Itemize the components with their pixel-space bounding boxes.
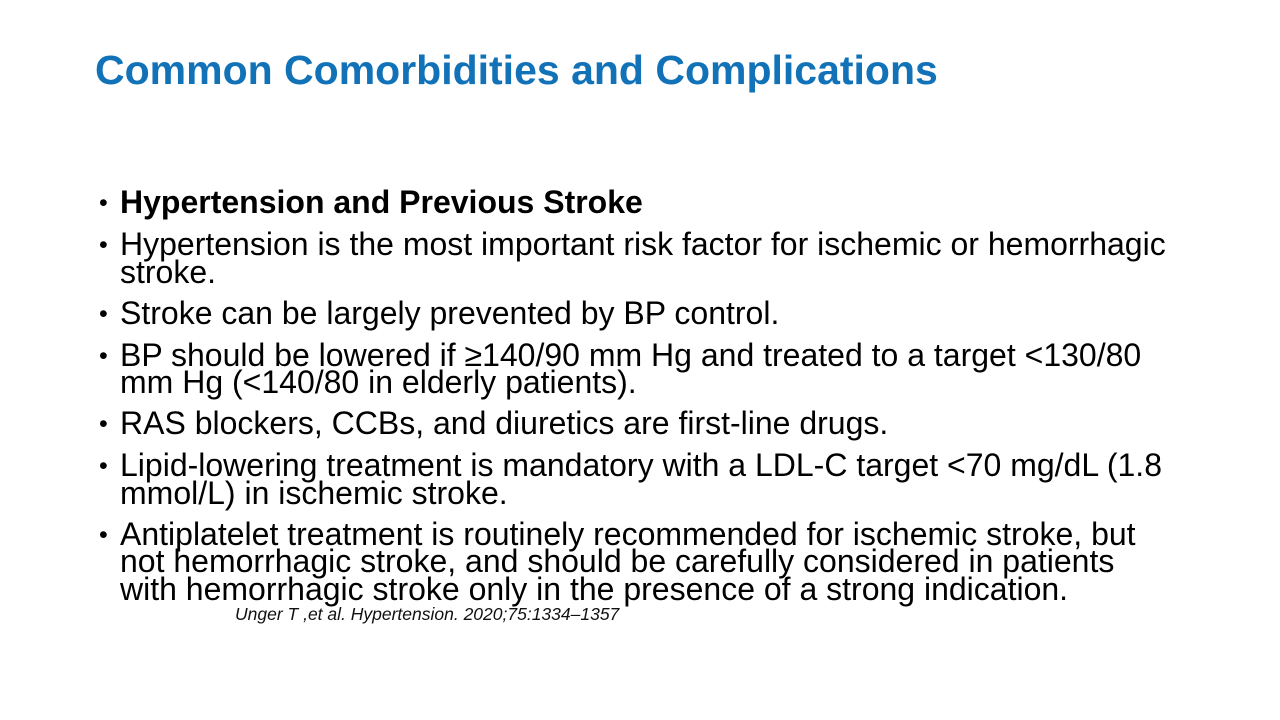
- bullet-icon: •: [99, 341, 108, 370]
- list-item: [99, 294, 1209, 331]
- bullet-icon: •: [99, 231, 108, 259]
- bullet-list: [99, 184, 1209, 617]
- bullet-text: Lipid-lowering treatment is mandatory with a LDL-C target <70 mg/dL (1.8 mmol/L) in ischemic stroke.: [120, 447, 1162, 511]
- list-item: [99, 515, 1209, 607]
- bullet-text: Antiplatelet treatment is routinely recommended for ischemic stroke, but not hemorrhagic stroke, and should be carefully considered in patients with hemorrhagic stroke only in the presence of a strong indication.: [120, 515, 1136, 607]
- page-title: Common Comorbidities and Complications: [95, 47, 938, 93]
- bullet-icon: •: [99, 452, 108, 480]
- bullet-icon: •: [99, 189, 108, 217]
- citation-text: Unger T ,et al. Hypertension. 2020;75:1334–1357: [235, 604, 620, 624]
- bullet-icon: •: [99, 520, 108, 549]
- bullet-text: Hypertension and Previous Stroke: [120, 184, 643, 220]
- list-item: [99, 336, 1209, 400]
- bullet-text: Stroke can be largely prevented by BP control.: [120, 294, 780, 331]
- bullet-text: BP should be lowered if ≥140/90 mm Hg and treated to a target <130/80 mm Hg (<140/80 in elderly patients).: [120, 336, 1142, 400]
- list-item: [99, 405, 1209, 441]
- bullet-text: RAS blockers, CCBs, and diuretics are first-line drugs.: [120, 405, 889, 441]
- bullet-icon: •: [99, 410, 108, 438]
- bullet-text: Hypertension is the most important risk factor for ischemic or hemorrhagic stroke.: [120, 226, 1166, 290]
- bullet-icon: •: [99, 299, 108, 328]
- list-item: [99, 184, 1209, 220]
- list-item: [99, 447, 1209, 511]
- list-item: [99, 226, 1209, 290]
